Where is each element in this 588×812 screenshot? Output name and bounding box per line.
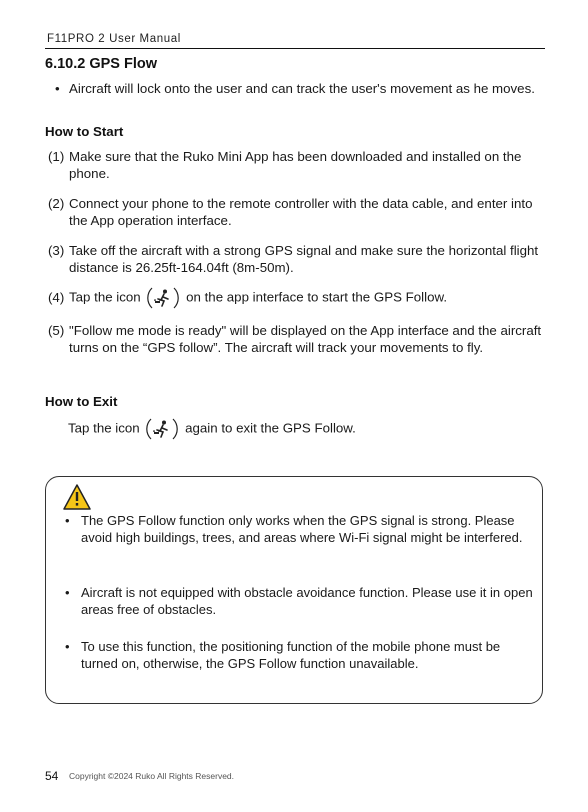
step-text-after-icon: on the app interface to start the GPS Follow. [186, 289, 448, 305]
step-number: (1) [48, 149, 65, 164]
step-2 [48, 196, 548, 229]
note-text: To use this function, the positioning function of the mobile phone must be turned on, otherwise, the GPS Follow function unavailable. [81, 639, 501, 671]
step-text: Make sure that the Ruko Mini App has been downloaded and installed on the phone. [69, 149, 522, 181]
step-4 [48, 286, 548, 310]
bullet-dot: • [55, 81, 60, 96]
step-text: Take off the aircraft with a strong GPS signal and make sure the horizontal flight distance is 26.25ft-164.04ft (8m-50m). [69, 243, 539, 275]
step-text: Connect your phone to the remote controller with the data cable, and enter into the App operation interface. [69, 196, 533, 228]
bullet-dot: • [65, 639, 70, 654]
gps-follow-icon [146, 286, 180, 310]
exit-text-before-icon: Tap the icon [68, 420, 140, 436]
section-title: 6.10.2 GPS Flow [45, 56, 158, 72]
step-number: (2) [48, 196, 65, 211]
warning-icon [62, 483, 92, 511]
step-3 [48, 243, 548, 276]
exit-text-after-icon: again to exit the GPS Follow. [185, 420, 356, 436]
note-text: The GPS Follow function only works when the GPS signal is strong. Please avoid high buildings, trees, and areas where Wi-Fi signal might be interfered. [81, 513, 523, 545]
note-text: Aircraft is not equipped with obstacle avoidance function. Please use it in open areas free of obstacles. [81, 585, 533, 617]
manual-title: F11PRO 2 User Manual [47, 33, 181, 45]
note-item [65, 639, 537, 672]
bullet-dot: • [65, 585, 70, 600]
note-item [65, 585, 537, 618]
intro-bullet [55, 80, 545, 97]
step-number: (3) [48, 243, 65, 258]
how-to-start-heading: How to Start [45, 124, 124, 139]
step-text: "Follow me mode is ready" will be displayed on the App interface and the aircraft turns on the “GPS follow”. The aircraft will track your movements to fly. [69, 323, 542, 355]
page-number: 54 [45, 769, 59, 783]
step-text-before-icon: Tap the icon [69, 289, 141, 305]
how-to-exit-heading: How to Exit [45, 394, 118, 409]
intro-text: Aircraft will lock onto the user and can track the user's movement as he moves. [69, 81, 535, 96]
note-item [65, 513, 537, 546]
header-divider [45, 48, 545, 49]
copyright-notice: Copyright ©2024 Ruko All Rights Reserved. [69, 771, 235, 781]
bullet-dot: • [65, 513, 70, 528]
step-1 [48, 149, 548, 182]
notes-box [45, 476, 543, 704]
exit-instruction [68, 417, 356, 441]
step-5 [48, 323, 548, 356]
step-number: (4) [48, 289, 65, 305]
step-number: (5) [48, 323, 65, 338]
gps-follow-icon [145, 417, 179, 441]
